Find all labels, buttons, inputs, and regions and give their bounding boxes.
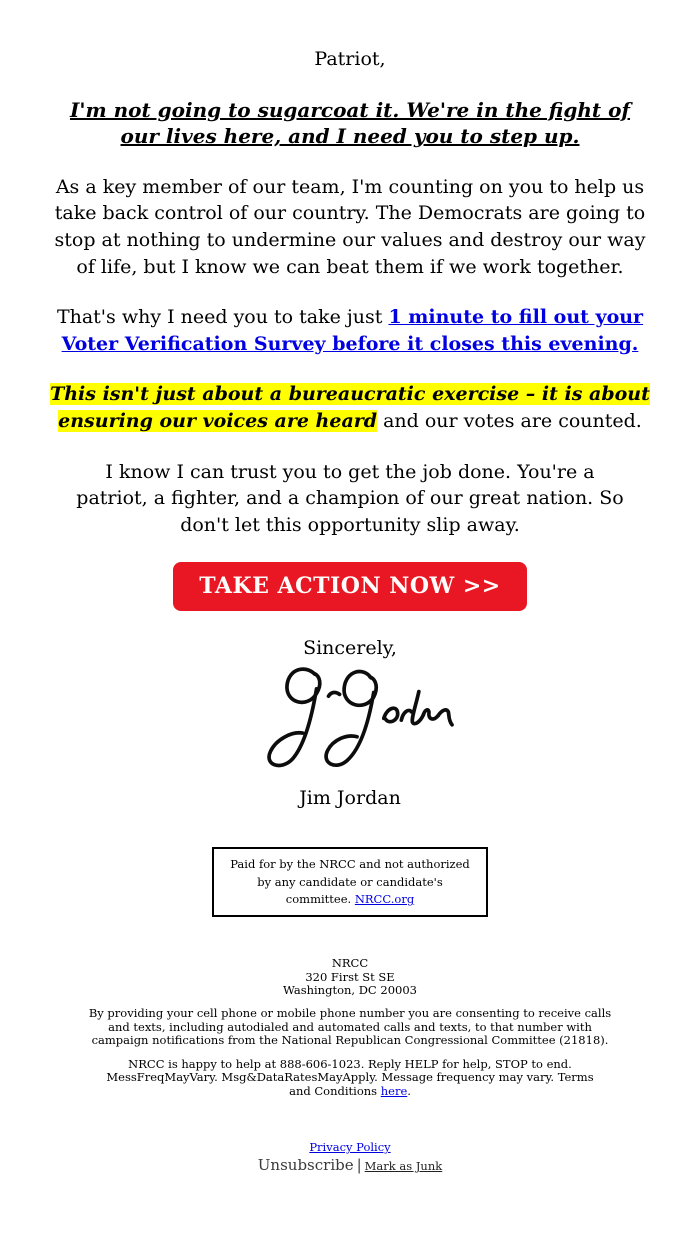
signer-name: Jim Jordan: [299, 787, 401, 810]
paragraph-survey: [50, 304, 650, 357]
org-name: NRCC: [331, 956, 369, 971]
help-text-suffix: .: [407, 1083, 411, 1098]
disclaimer-text: Paid for by the NRCC and not authorized by any candidate or candidate's committee.: [230, 857, 470, 906]
link-separator: |: [356, 1156, 362, 1175]
jim-jordan-signature: [252, 663, 464, 781]
paragraph-survey-prefix: That's why I need you to take just: [56, 306, 389, 329]
bottom-links: [50, 1140, 650, 1174]
address-line-1: 320 First St SE: [305, 969, 395, 984]
footer: [50, 957, 650, 1098]
paid-for-disclaimer-box: [212, 847, 488, 917]
help-text: [100, 1058, 600, 1098]
address-block: [50, 957, 650, 997]
nrcc-org-link[interactable]: NRCC.org: [354, 891, 415, 906]
headline: I'm not going to sugarcoat it. We're in the fight of our lives here, and I need you to step up.: [69, 97, 631, 149]
cta-container: [50, 562, 650, 611]
address-line-2: Washington, DC 20003: [283, 982, 417, 997]
unsubscribe-link[interactable]: Unsubscribe: [257, 1156, 354, 1175]
highlighted-text: This isn't just about a bureaucratic exercise – it is about ensuring our voices are heard: [50, 383, 650, 432]
help-text-prefix: NRCC is happy to help at 888-606-1023. Reply HELP for help, STOP to end. MessFreqMayVary. Msg&DataRatesMayApply. Message frequency may vary. Terms and Conditions: [106, 1056, 594, 1098]
mark-as-junk-link[interactable]: Mark as Junk: [364, 1159, 443, 1174]
consent-text: By providing your cell phone or mobile phone number you are consenting to receive calls and texts, including autodialed and automated calls and texts, to that number with campaign notifications from the National Republican Congressional Committee (21818).: [88, 1006, 612, 1048]
signature-image: [50, 663, 650, 783]
paragraph-highlight: [50, 381, 650, 434]
closing-salutation: Sincerely,: [303, 637, 397, 660]
paragraph-team: As a key member of our team, I'm counting on you to help us take back control of our country. The Democrats are going to stop at nothing to undermine our values and destroy our way of life, but I know we can beat them if we work together.: [54, 175, 646, 278]
take-action-button[interactable]: TAKE ACTION NOW >>: [173, 562, 526, 611]
greeting: Patriot,: [314, 48, 386, 70]
highlight-rest: and our votes are counted.: [377, 409, 642, 432]
privacy-policy-link[interactable]: Privacy Policy: [309, 1140, 391, 1155]
paragraph-trust: I know I can trust you to get the job done. You're a patriot, a fighter, and a champion of our great nation. So don't let this opportunity slip away.: [76, 460, 624, 536]
terms-here-link[interactable]: here: [380, 1083, 408, 1098]
survey-link[interactable]: 1 minute to fill out your Voter Verification Survey before it closes this evening.: [61, 306, 644, 355]
